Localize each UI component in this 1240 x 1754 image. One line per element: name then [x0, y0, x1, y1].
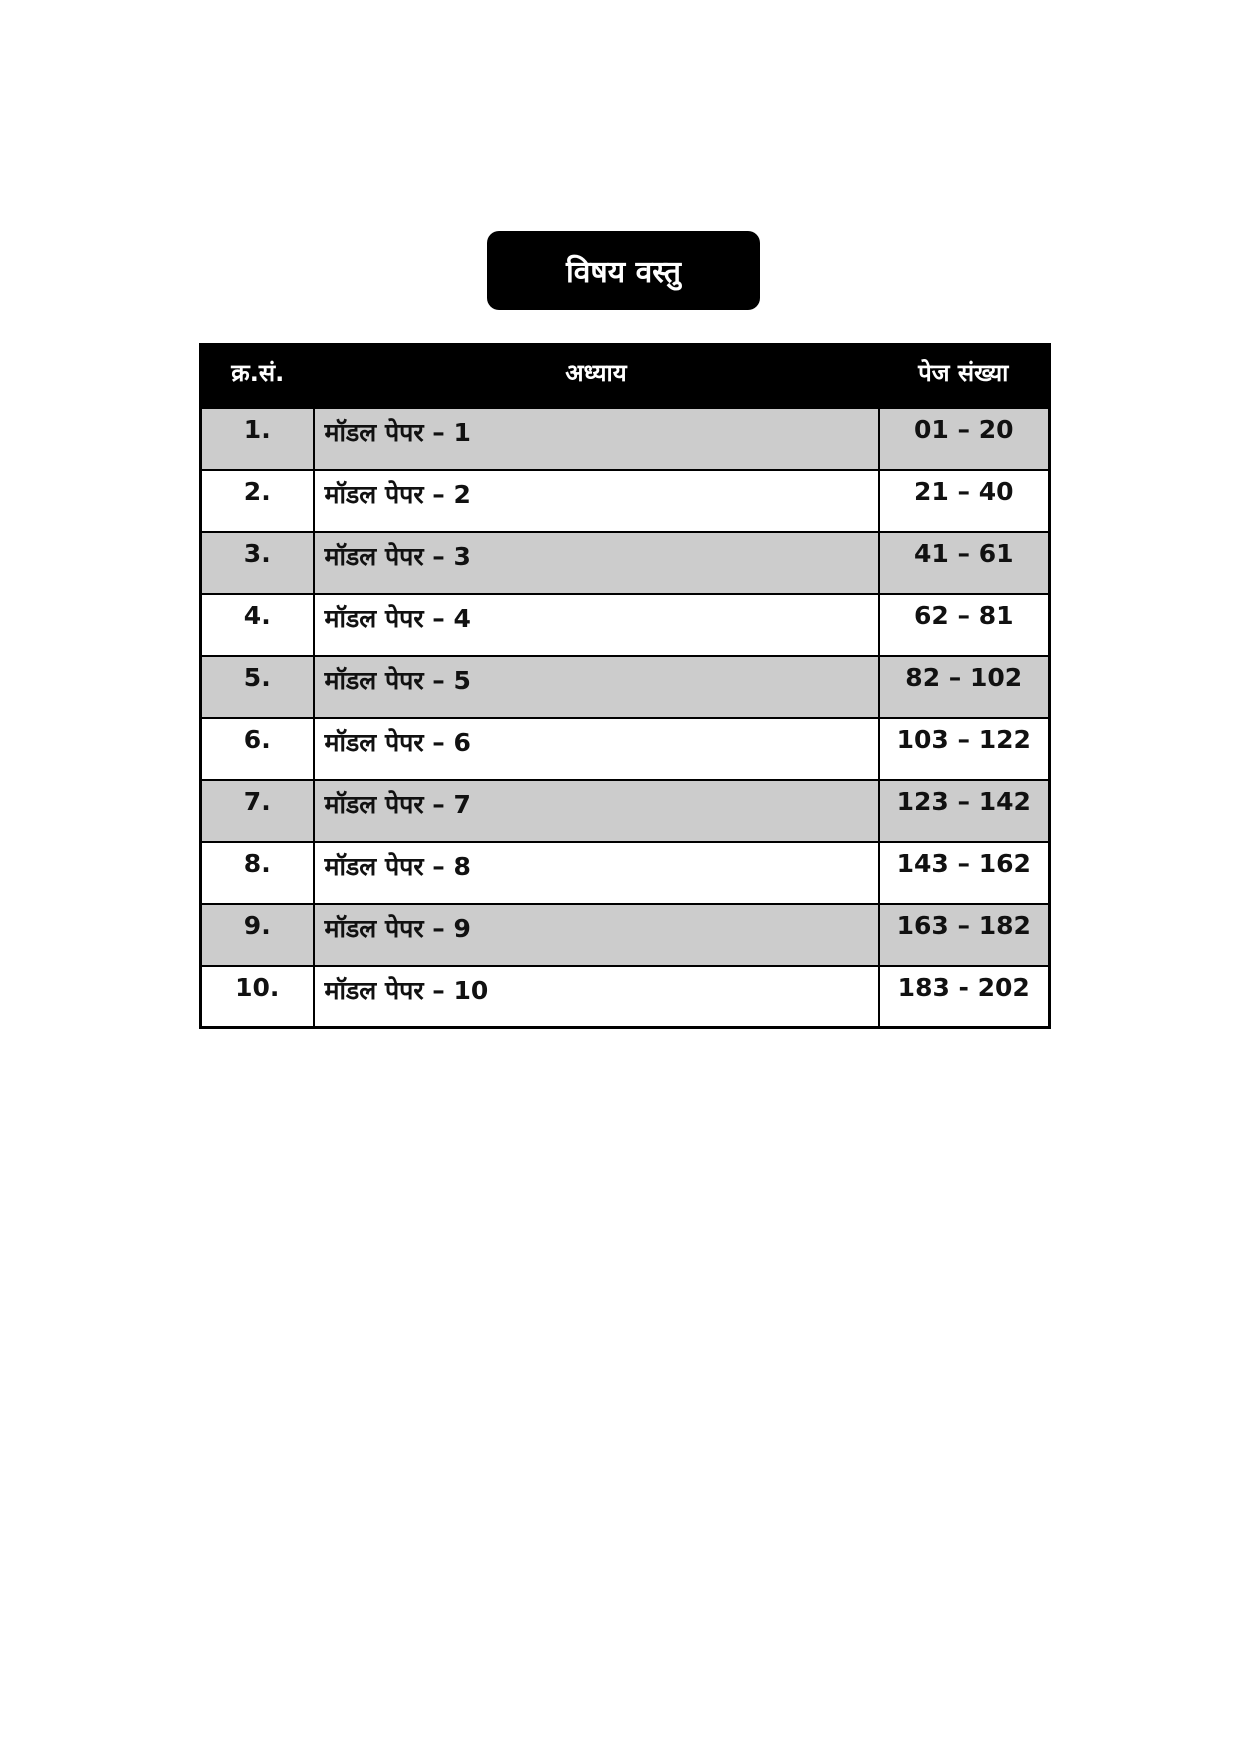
serial-cell: 5.: [201, 656, 314, 718]
chapter-cell: मॉडल पेपर – 2: [314, 470, 879, 532]
chapter-cell: मॉडल पेपर – 9: [314, 904, 879, 966]
pages-cell: 01 – 20: [879, 408, 1050, 470]
chapter-cell: मॉडल पेपर – 1: [314, 408, 879, 470]
serial-cell: 10.: [201, 966, 314, 1028]
chapter-cell: मॉडल पेपर – 8: [314, 842, 879, 904]
pages-cell: 41 – 61: [879, 532, 1050, 594]
serial-cell: 6.: [201, 718, 314, 780]
serial-cell: 9.: [201, 904, 314, 966]
table-row: [201, 656, 1050, 718]
table-row: [201, 780, 1050, 842]
table-row: [201, 966, 1050, 1028]
serial-cell: 4.: [201, 594, 314, 656]
table-row: [201, 470, 1050, 532]
pages-cell: 82 – 102: [879, 656, 1050, 718]
table-row: [201, 532, 1050, 594]
chapter-cell: मॉडल पेपर – 3: [314, 532, 879, 594]
pages-cell: 103 – 122: [879, 718, 1050, 780]
chapter-cell: मॉडल पेपर – 7: [314, 780, 879, 842]
serial-cell: 2.: [201, 470, 314, 532]
serial-cell: 1.: [201, 408, 314, 470]
pages-cell: 123 – 142: [879, 780, 1050, 842]
pages-cell: 62 – 81: [879, 594, 1050, 656]
pages-cell: 21 – 40: [879, 470, 1050, 532]
table-row: [201, 408, 1050, 470]
table-row: [201, 842, 1050, 904]
table-row: [201, 904, 1050, 966]
header-pages: पेज संख्या: [879, 345, 1050, 408]
header-chapter: अध्याय: [314, 345, 879, 408]
table-row: [201, 718, 1050, 780]
pages-cell: 163 – 182: [879, 904, 1050, 966]
page-title: विषय वस्तु: [487, 231, 760, 310]
serial-cell: 8.: [201, 842, 314, 904]
table-header-row: [201, 345, 1050, 408]
chapter-cell: मॉडल पेपर – 6: [314, 718, 879, 780]
serial-cell: 7.: [201, 780, 314, 842]
chapter-cell: मॉडल पेपर – 5: [314, 656, 879, 718]
serial-cell: 3.: [201, 532, 314, 594]
header-serial: क्र.सं.: [201, 345, 314, 408]
chapter-cell: मॉडल पेपर – 4: [314, 594, 879, 656]
table-row: [201, 594, 1050, 656]
chapter-cell: मॉडल पेपर – 10: [314, 966, 879, 1028]
pages-cell: 183 - 202: [879, 966, 1050, 1028]
pages-cell: 143 – 162: [879, 842, 1050, 904]
contents-table: [199, 343, 1051, 1029]
